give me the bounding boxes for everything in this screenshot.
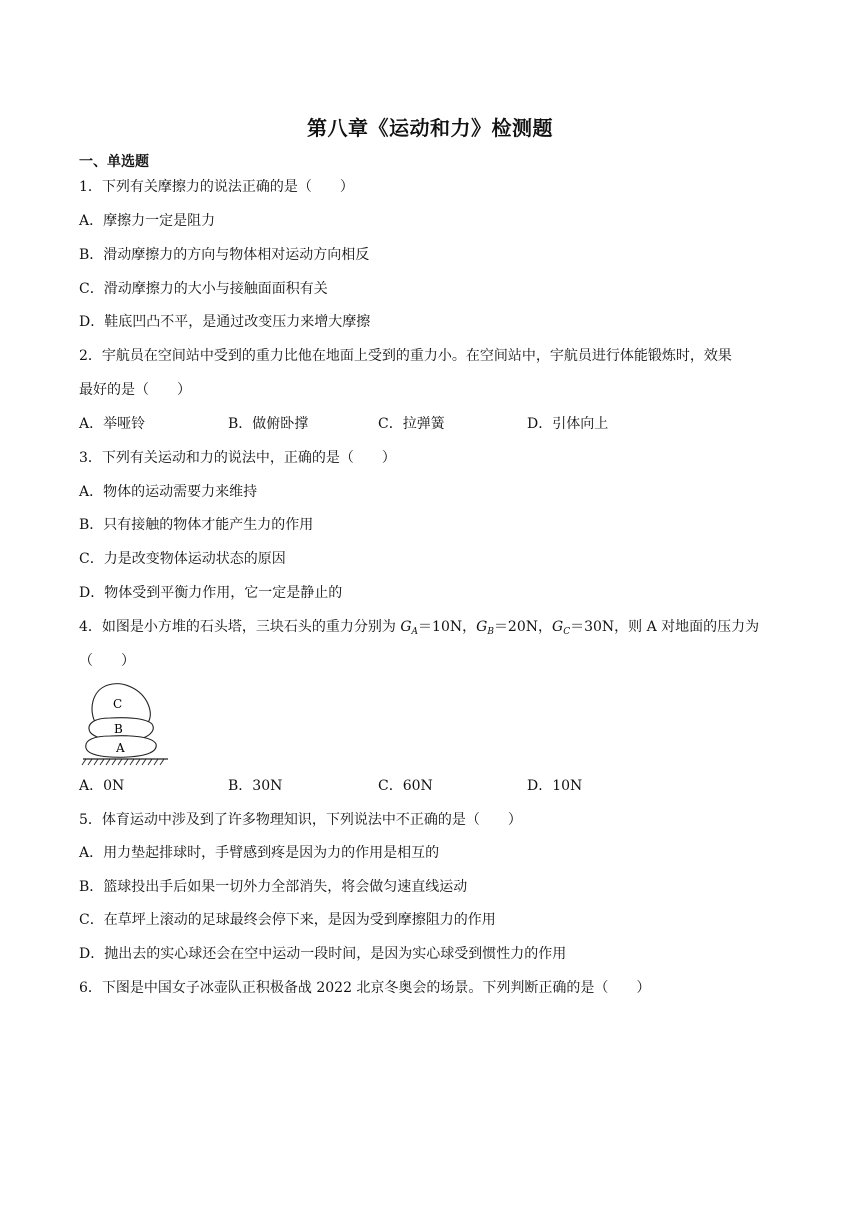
question-2-option-d: D．引体向上: [527, 416, 609, 432]
question-5-option-d: D．抛出去的实心球还会在空中运动一段时间，是因为实心球受到惯性力的作用: [79, 946, 567, 962]
question-5-option-b: B．篮球投出手后如果一切外力全部消失，将会做匀速直线运动: [79, 879, 468, 895]
question-1-option-a: A．摩擦力一定是阻力: [79, 213, 216, 229]
question-3-stem: 3．下列有关运动和力的说法中，正确的是（ ）: [79, 450, 396, 466]
stone-label-a: A: [116, 741, 125, 755]
stone-label-b: B: [114, 722, 123, 736]
question-3-option-a: A．物体的运动需要力来维持: [79, 484, 258, 500]
question-5-option-a: A．用力垫起排球时，手臂感到疼是因为力的作用是相互的: [79, 845, 440, 861]
question-4-option-c: C．60N: [378, 778, 433, 794]
stone-label-c: C: [113, 697, 123, 711]
page-title: 第八章《运动和力》检测题: [307, 116, 553, 140]
section-heading: 一、单选题: [79, 154, 149, 170]
question-4-option-b: B．30N: [228, 778, 283, 794]
question-2-option-b: B．做俯卧撑: [228, 416, 309, 432]
question-4-stem-line1: 4．如图是小方堆的石头塔，三块石头的重力分别为 $G_A=10N$，$G_B=20N$，$G_C=30N$，则 A 对地面的压力为: [79, 619, 760, 637]
question-2-option-a: A．举哑铃: [79, 416, 146, 432]
question-1-option-d: D．鞋底凹凸不平，是通过改变压力来增大摩擦: [79, 314, 371, 330]
question-2-stem-line2: 最好的是（ ）: [79, 382, 191, 398]
question-1-option-b: B．滑动摩擦力的方向与物体相对运动方向相反: [79, 247, 370, 263]
question-2-stem-line1: 2．宇航员在空间站中受到的重力比他在地面上受到的重力小。在空间站中，宇航员进行体能锻炼时，效果: [79, 348, 732, 364]
question-3-option-c: C．力是改变物体运动状态的原因: [79, 551, 286, 567]
question-4-stem-line2: （ ）: [79, 653, 135, 669]
question-6-stem: 6．下图是中国女子冰壶队正积极备战 2022 北京冬奥会的场景。下列判断正确的是（ ）: [79, 980, 651, 996]
question-5-option-c: C．在草坪上滚动的足球最终会停下来，是因为受到摩擦阻力的作用: [79, 912, 496, 928]
question-4-option-d: D．10N: [527, 778, 583, 794]
question-1-option-c: C．滑动摩擦力的大小与接触面面积有关: [79, 281, 328, 297]
question-2-option-c: C．拉弹簧: [378, 416, 445, 432]
question-1-stem: 1．下列有关摩擦力的说法正确的是（ ）: [79, 179, 354, 195]
ground-hatching: [82, 759, 164, 765]
question-3-option-b: B．只有接触的物体才能产生力的作用: [79, 517, 314, 533]
question-5-stem: 5．体育运动中涉及到了许多物理知识，下列说法中不正确的是（ ）: [79, 812, 522, 828]
question-4-option-a: A．0N: [79, 778, 125, 794]
question-3-option-d: D．物体受到平衡力作用，它一定是静止的: [79, 585, 343, 601]
stone-tower-figure: [80, 680, 172, 772]
